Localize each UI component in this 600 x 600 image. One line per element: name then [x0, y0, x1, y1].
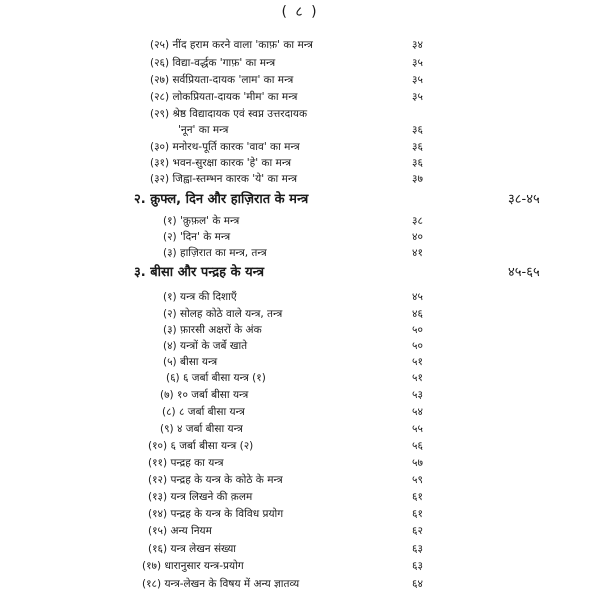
entry-page: ३५ — [412, 91, 423, 103]
entry-page: ३५ — [412, 74, 423, 86]
entry-page: ३६ — [412, 141, 423, 153]
entry-title: (१३) यन्त्र लिखने की क़लम — [148, 491, 253, 503]
entry-page: ५१ — [412, 372, 423, 384]
entry-page: ५३ — [412, 389, 423, 401]
entry-page: ५९ — [412, 474, 423, 486]
entry-title: (११) पन्द्रह का यन्त्र — [148, 457, 224, 469]
toc-entry — [0, 289, 600, 305]
entry-title: (३) हाज़िरात का मन्त्र, तन्त्र — [163, 247, 267, 259]
section-page-range: ४५-६५ — [508, 265, 540, 280]
entry-page: ३५ — [412, 57, 423, 69]
entry-page: ५७ — [412, 457, 423, 469]
toc-entry — [0, 438, 600, 454]
section-page-range: ३८-४५ — [508, 192, 540, 207]
entry-page: ६१ — [412, 508, 423, 520]
entry-title: (१) 'क़ुफ़ल' के मन्त्र — [163, 215, 240, 227]
section-title: ३. बीसा और पन्द्रह के यन्त्र — [134, 265, 265, 280]
toc-entry — [0, 229, 600, 245]
entry-title: (७) १० जर्बा बीसा यन्त्र — [160, 389, 249, 401]
entry-page: ५१ — [412, 356, 423, 368]
toc-entry — [0, 72, 600, 88]
entry-title: (२) 'दिन' के मन्त्र — [163, 231, 231, 243]
entry-title: (२७) सर्वप्रियता-दायक 'लाम' का मन्त्र — [150, 74, 294, 86]
toc-section-heading — [0, 264, 600, 282]
toc-entry — [0, 387, 600, 403]
entry-title: 'नून' का मन्त्र — [178, 124, 229, 136]
toc-entry — [0, 106, 600, 122]
entry-page: ५६ — [412, 440, 423, 452]
toc-entry — [0, 139, 600, 155]
toc-entry — [0, 155, 600, 171]
entry-page: ४० — [412, 231, 423, 243]
entry-page: ४१ — [412, 247, 423, 259]
toc-entry — [0, 338, 600, 354]
toc-entry — [0, 541, 600, 557]
entry-page: ४६ — [412, 308, 423, 320]
entry-page: ६२ — [412, 525, 423, 537]
toc-entry — [0, 322, 600, 338]
toc-entry — [0, 171, 600, 187]
toc-entry — [0, 122, 600, 138]
entry-page: ३७ — [412, 173, 423, 185]
entry-title: (६) ६ जर्बा बीसा यन्त्र (१) — [166, 372, 266, 384]
entry-title: (२) सोलह कोठे वाले यन्त्र, तन्त्र — [163, 308, 283, 320]
entry-title: (२८) लोकप्रियता-दायक 'मीम' का मन्त्र — [150, 91, 298, 103]
entry-page: ६३ — [412, 543, 423, 555]
entry-title: (३१) भवन-सुरक्षा कारक 'हे' का मन्त्र — [150, 157, 292, 169]
entry-page: ३६ — [412, 157, 423, 169]
entry-title: (१८) यन्त्र-लेखन के विषय में अन्य ज्ञातव्य — [142, 578, 300, 590]
toc-entry — [0, 306, 600, 322]
toc-entry — [0, 213, 600, 229]
entry-title: (५) बीसा यन्त्र — [163, 356, 218, 368]
toc-entry — [0, 558, 600, 574]
entry-title: (१०) ६ जर्बा बीसा यन्त्र (२) — [148, 440, 254, 452]
entry-title: (२६) विद्या-वर्द्धक 'गाफ़' का मन्त्र — [150, 57, 276, 69]
toc-entry — [0, 576, 600, 592]
toc-entry — [0, 421, 600, 437]
entry-page: ३६ — [412, 124, 423, 136]
toc-entry — [0, 245, 600, 261]
toc-entry — [0, 489, 600, 505]
toc-entry — [0, 89, 600, 105]
entry-title: (८) ८ जर्बा बीसा यन्त्र — [162, 406, 245, 418]
toc-entry — [0, 472, 600, 488]
toc-entry — [0, 370, 600, 386]
entry-title: (३०) मनोरथ-पूर्ति कारक 'वाव' का मन्त्र — [150, 141, 300, 153]
entry-page: ६४ — [412, 578, 423, 590]
toc-section-heading — [0, 191, 600, 209]
toc-entry — [0, 37, 600, 53]
entry-title: (३) फ़ारसी अक्षरों के अंक — [163, 324, 262, 336]
entry-page: ५० — [412, 340, 423, 352]
entry-title: (१२) पन्द्रह के यन्त्र के कोठे के मन्त्र — [148, 474, 283, 486]
page-number-header: ( ८ ) — [281, 4, 319, 20]
entry-title: (१६) यन्त्र लेखन संख्या — [148, 543, 237, 555]
entry-page: ३८ — [412, 215, 423, 227]
entry-page: ६३ — [412, 560, 423, 572]
entry-title: (९) ४ जर्बा बीसा यन्त्र — [160, 423, 243, 435]
entry-title: (१७) धारानुसार यन्त्र-प्रयोग — [142, 560, 244, 572]
entry-title: (३२) जिह्वा-स्तम्भन कारक 'ये' का मन्त्र — [150, 173, 298, 185]
toc-entry — [0, 404, 600, 420]
toc-entry — [0, 55, 600, 71]
toc-entry — [0, 506, 600, 522]
entry-page: ५५ — [412, 423, 423, 435]
entry-title: (१४) पन्द्रह के यन्त्र के विविध प्रयोग — [148, 508, 284, 520]
entry-page: ६१ — [412, 491, 423, 503]
section-title: २. क़ुफ्ल, दिन और हाज़िरात के मन्त्र — [134, 192, 309, 207]
entry-title: (४) यन्त्रों के जर्बे खाते — [163, 340, 248, 352]
entry-title: (२५) नींद हराम करने वाला 'काफ़' का मन्त्र — [150, 39, 313, 51]
entry-page: ४५ — [412, 291, 423, 303]
entry-title: (१५) अन्य नियम — [148, 525, 212, 537]
entry-title: (२९) श्रेष्ठ विद्यादायक एवं स्वप्न उत्तरदायक — [150, 108, 308, 120]
toc-entry — [0, 523, 600, 539]
entry-page: ५४ — [412, 406, 423, 418]
toc-entry — [0, 455, 600, 471]
entry-title: (१) यन्त्र की दिशाएँ — [163, 291, 237, 303]
entry-page: ५० — [412, 324, 423, 336]
toc-entry — [0, 354, 600, 370]
entry-page: ३४ — [412, 39, 423, 51]
